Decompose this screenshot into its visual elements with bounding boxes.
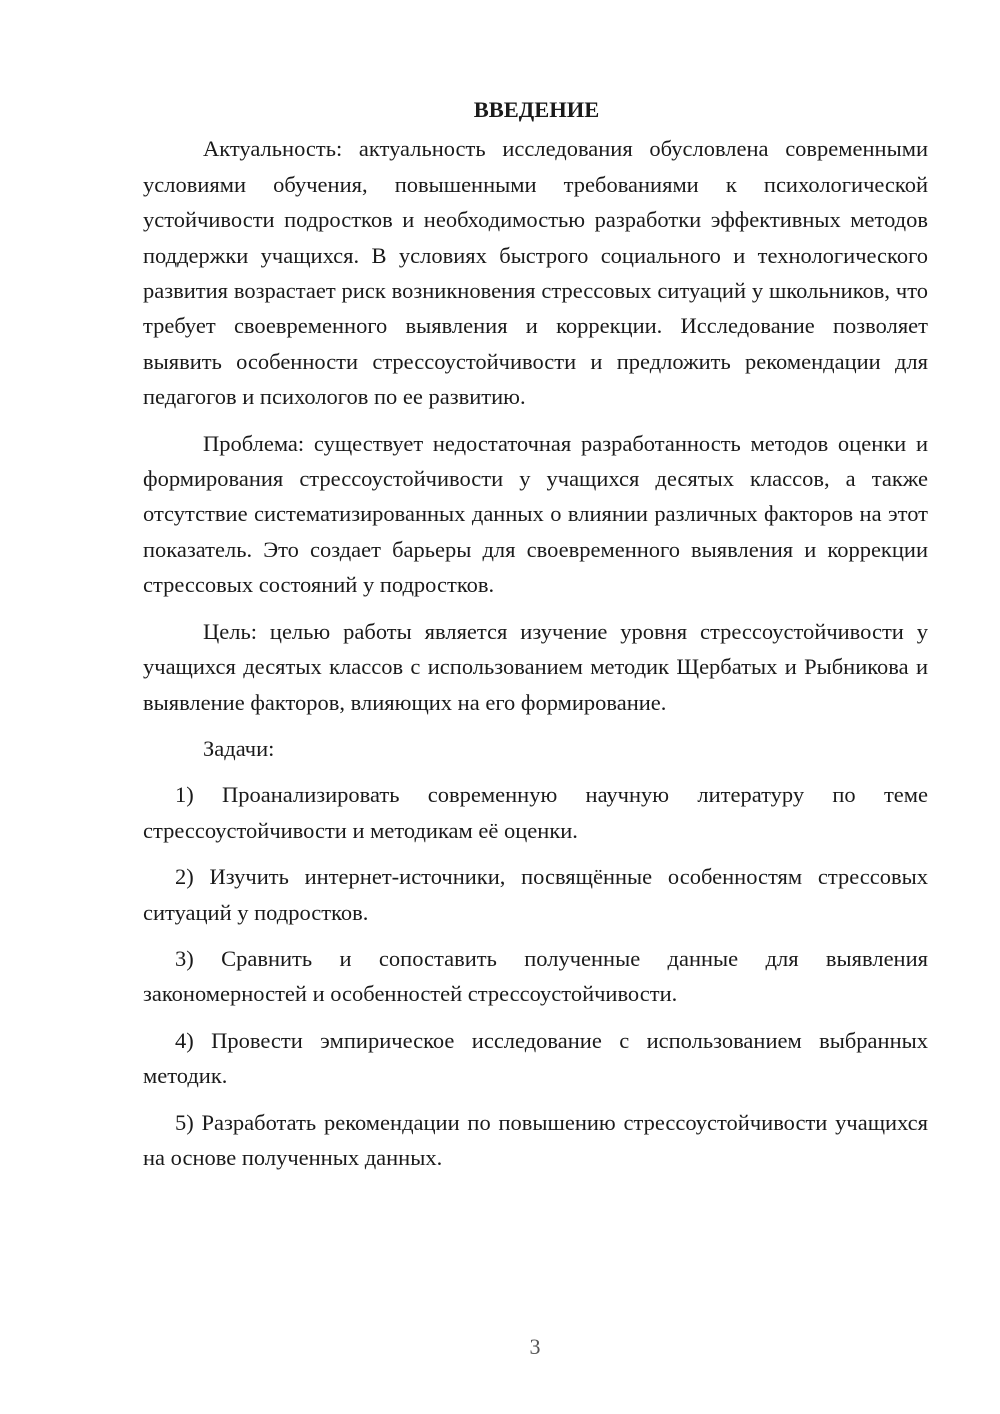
page-body <box>143 92 928 1175</box>
tasks-heading: Задачи: <box>203 735 275 761</box>
paragraph-goal: Цель: целью работы является изучение уровня стрессоустойчивости у учащихся десятых классов с использованием методик Щербатых и Рыбникова и выявление факторов, влияющих на его формирование. <box>143 618 928 715</box>
task-item-4: 4) Провести эмпирическое исследование с использованием выбранных методик. <box>143 1027 928 1089</box>
task-item-5: 5) Разработать рекомендации по повышению стрессоустойчивости учащихся на основе полученных данных. <box>143 1109 928 1170</box>
paragraph-relevance: Актуальность: актуальность исследования обусловлена современными условиями обучения, повышенными требованиями к психологической устойчивости подростков и необходимостью разработки эффективных методов поддержки учащихся. В условиях быстрого социального и технологического развития возрастает риск возникновения стрессовых ситуаций у школьников, что требует своевременного выявления и коррекции. Исследование позволяет выявить особенности стрессоустойчивости и предложить рекомендации для педагогов и психологов по ее развитию. <box>143 136 928 410</box>
task-item-2: 2) Изучить интернет-источники, посвящённые особенностям стрессовых ситуаций у подростков. <box>143 864 928 925</box>
paragraph-problem: Проблема: существует недостаточная разработанность методов оценки и формирования стрессоустойчивости у учащихся десятых классов, а также отсутствие систематизированных данных о влиянии различных факторов на этот показатель. Это создает барьеры для своевременного выявления и коррекции стрессовых состояний у подростков. <box>143 430 928 598</box>
task-item-1: 1) Проанализировать современную научную литературу по теме стрессоустойчивости и методикам её оценки. <box>143 782 928 843</box>
task-item-3: 3) Сравнить и сопоставить полученные данные для выявления закономерностей и особенностей стрессоустойчивости. <box>143 945 928 1007</box>
page-title: ВВЕДЕНИЕ <box>473 97 600 122</box>
page-number: 3 <box>529 1334 541 1359</box>
